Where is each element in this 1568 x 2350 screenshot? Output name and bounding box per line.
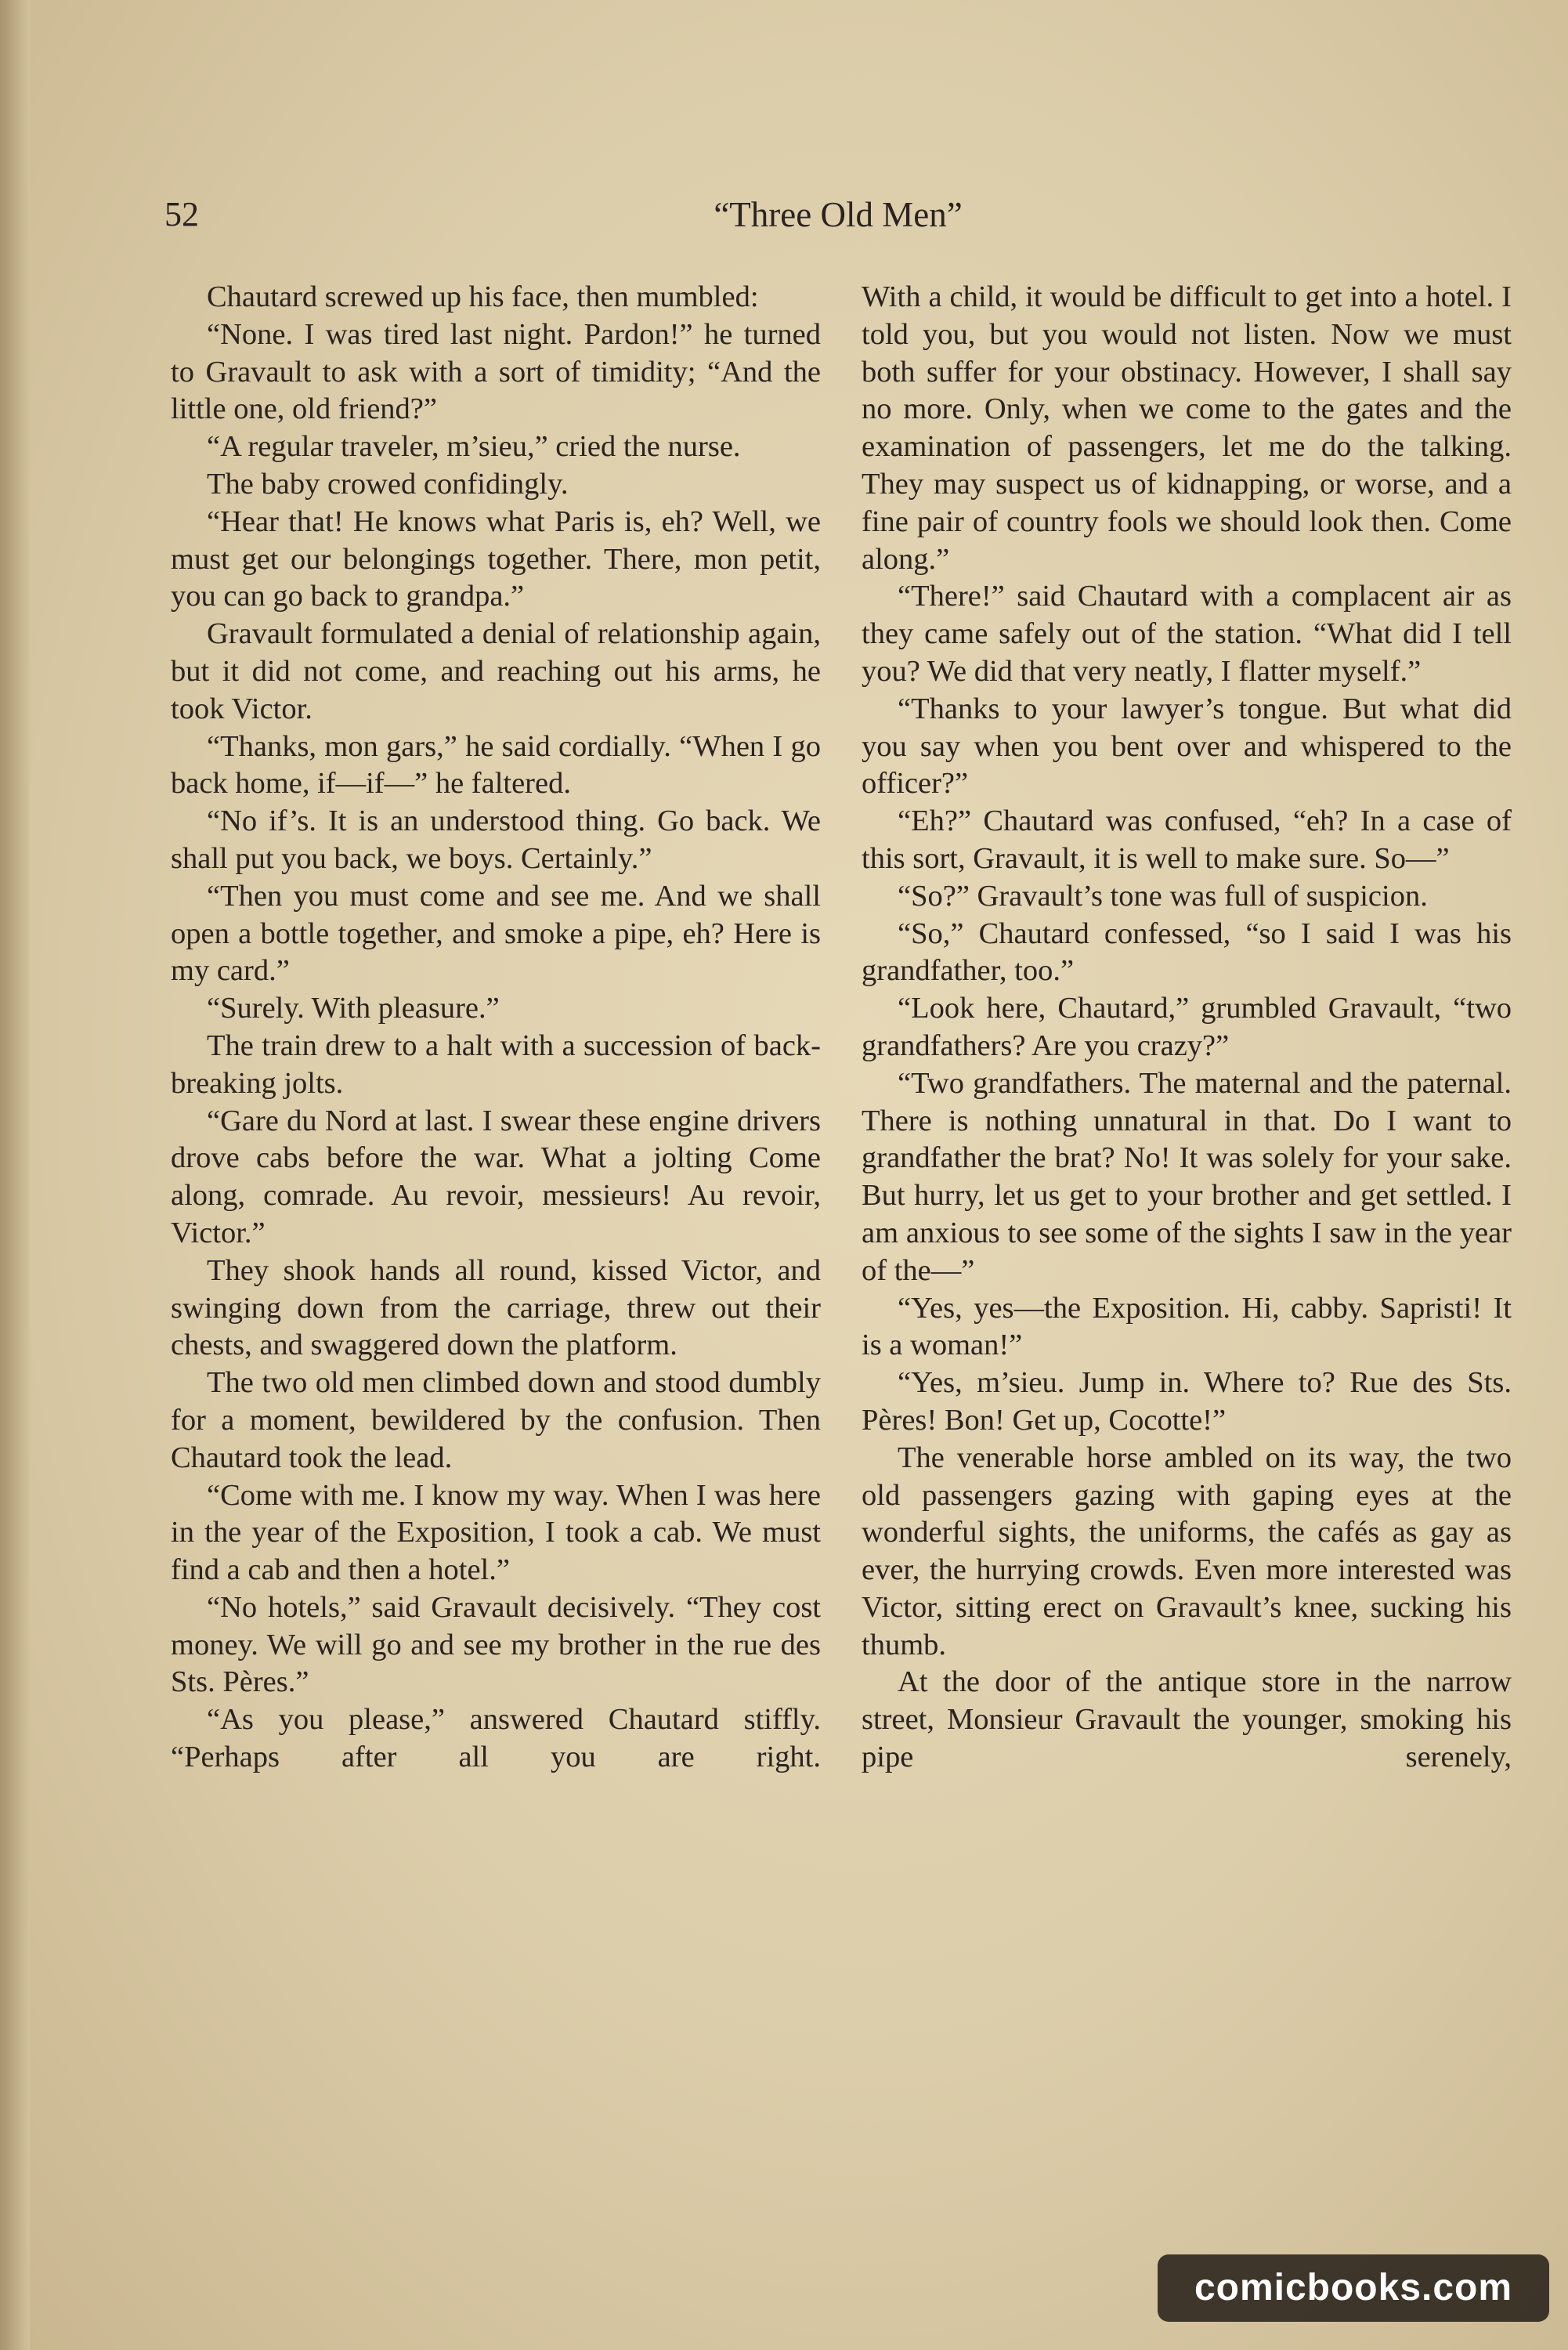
paragraph: The venerable horse ambled on its way, the two old passengers gazing with gaping eyes at the wonderful sights, the uniforms, the cafés as gay as ever, the hurrying crowds. Even more interested was Victor, sitting erect on Gravault’s knee, sucking his thumb.: [862, 1441, 1512, 1661]
paragraph: “Yes, m’sieu. Jump in. Where to? Rue des Sts. Pères! Bon! Get up, Cocotte!”: [862, 1366, 1512, 1437]
paragraph: They shook hands all round, kissed Victor, and swinging down from the carriage, threw out their chests, and swaggered down the platform.: [171, 1253, 821, 1362]
paragraph: “Hear that! He knows what Paris is, eh? Well, we must get our belongings together. There, mon petit, you can go back to grandpa.”: [171, 504, 821, 613]
paragraph: “So?” Gravault’s tone was full of suspicion.: [898, 879, 1428, 913]
page-header: [164, 194, 1512, 249]
page-number: 52: [164, 195, 199, 233]
paragraph: “None. I was tired last night. Pardon!” he turned to Gravault to ask with a sort of timidity; “And the little one, old friend?”: [171, 317, 821, 426]
text-column-right: [862, 279, 1512, 1777]
paragraph: “So,” Chautard confessed, “so I said I was his grandfather, too.”: [862, 916, 1512, 988]
paragraph: The baby crowed confidingly.: [207, 467, 569, 501]
paragraph: “No if’s. It is an understood thing. Go back. We shall put you back, we boys. Certainly.”: [171, 804, 821, 875]
paragraph: “Surely. With pleasure.”: [207, 992, 500, 1025]
page-binding-edge: [0, 0, 30, 2350]
paragraph: At the door of the antique store in the narrow street, Monsieur Gravault the younger, smoking his pipe serenely,: [862, 1665, 1512, 1774]
paragraph: “Come with me. I know my way. When I was here in the year of the Exposition, I took a cab. We must find a cab and then a hotel.”: [171, 1478, 821, 1587]
watermark: comicbooks.com: [1158, 2254, 1549, 2322]
paragraph: “Look here, Chautard,” grumbled Gravault, “two grandfathers? Are you crazy?”: [862, 992, 1512, 1062]
paragraph: The two old men climbed down and stood dumbly for a moment, bewildered by the confusion. Then Chautard took the lead.: [171, 1366, 821, 1474]
paragraph: “No hotels,” said Gravault decisively. “They cost money. We will go and see my brother in the rue des Sts. Pères.”: [171, 1590, 821, 1699]
paragraph: “Eh?” Chautard was confused, “eh? In a case of this sort, Gravault, it is well to make sure. So—”: [862, 804, 1512, 875]
paragraph: With a child, it would be difficult to get into a hotel. I told you, but you would not listen. Now we must both suffer for your obstinacy. However, I shall say no more. Only, when we come to the gates and the examination of passengers, let me do the talking. They may suspect us of kidnapping, or worse, and a fine pair of country fools we should look then. Come along.”: [862, 280, 1512, 576]
paragraph: “Thanks to your lawyer’s tongue. But what did you say when you bent over and whispered to the officer?”: [862, 692, 1512, 801]
text-column-left: [171, 279, 821, 1777]
paragraph: “As you please,” answered Chautard stiffly. “Perhaps after all you are right.: [171, 1703, 821, 1774]
paragraph: “Gare du Nord at last. I swear these engine drivers drove cabs before the war. What a jolting Come along, comrade. Au revoir, messieurs! Au revoir, Victor.”: [171, 1104, 821, 1249]
paragraph: Chautard screwed up his face, then mumbled:: [207, 280, 759, 313]
paragraph: “Then you must come and see me. And we shall open a bottle together, and smoke a pipe, eh? Here is my card.”: [171, 879, 821, 988]
paragraph: “Two grandfathers. The maternal and the paternal. There is nothing unnatural in that. Do I want to grandfather the brat? No! It was solely for your sake. But hurry, let us get to your brother and get settled. I am anxious to see some of the sights I saw in the year of the—”: [862, 1066, 1512, 1287]
paragraph: “A regular traveler, m’sieu,” cried the nurse.: [207, 430, 741, 464]
paragraph: The train drew to a halt with a succession of back-breaking jolts.: [171, 1029, 821, 1100]
paragraph: “Yes, yes—the Exposition. Hi, cabby. Sapristi! It is a woman!”: [862, 1291, 1512, 1362]
running-title: “Three Old Men”: [714, 195, 963, 234]
paragraph: Gravault formulated a denial of relationship again, but it did not come, and reaching out his arms, he took Victor.: [171, 617, 821, 725]
paragraph: “There!” said Chautard with a complacent air as they came safely out of the station. “What did I tell you? We did that very neatly, I flatter myself.”: [862, 580, 1512, 688]
paragraph: “Thanks, mon gars,” he said cordially. “When I go back home, if—if—” he faltered.: [171, 729, 821, 801]
